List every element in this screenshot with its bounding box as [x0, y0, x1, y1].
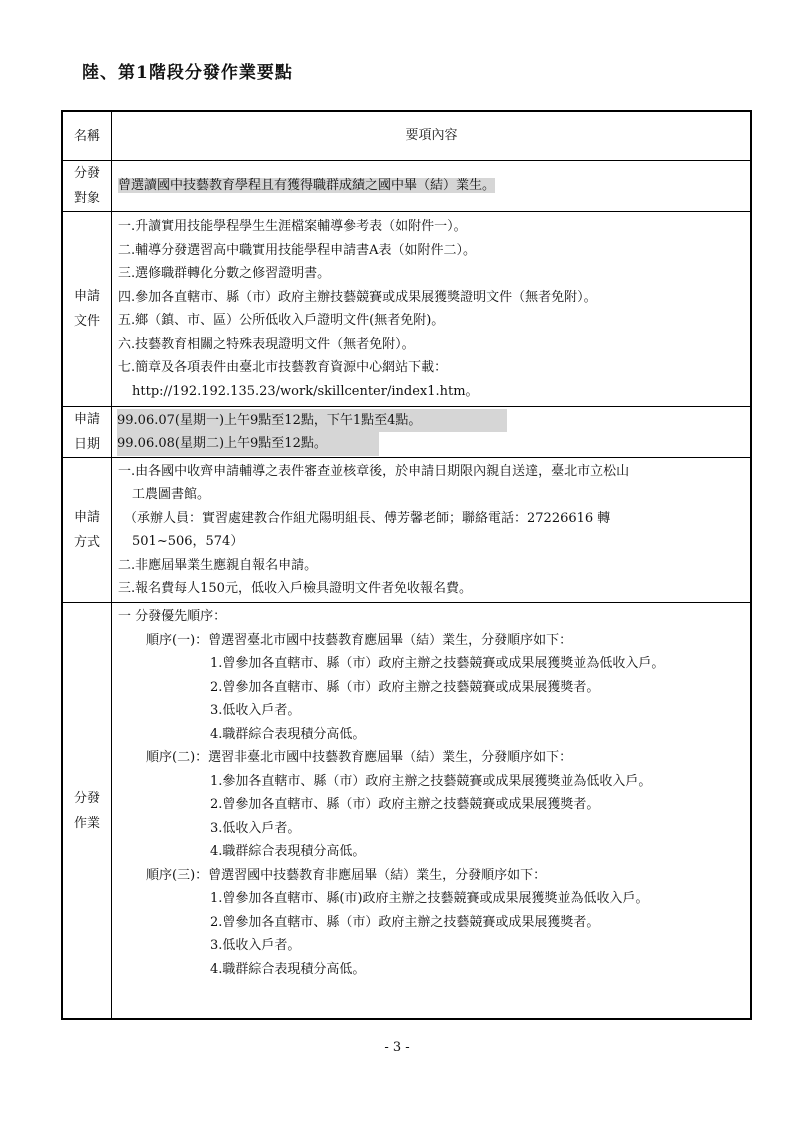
table-header-row: [62, 111, 751, 161]
section-heading: 陸、第1階段分發作業要點: [82, 63, 293, 83]
list-item: 4.職群綜合表現積分高低。: [210, 726, 366, 742]
distribution-intro: 一 分發優先順序：: [118, 609, 227, 624]
list-item: 3.低收入戶者。: [210, 820, 301, 836]
row-content-documents: [112, 212, 752, 407]
target-text: 曾選讀國中技藝教育學程且有獲得職群成績之國中畢（結）業生。: [118, 178, 496, 194]
list-item: 4.職群綜合表現積分高低。: [210, 961, 366, 977]
list-item: 五.鄉（鎮、市、區）公所低收入戶證明文件(無者免附)。: [118, 313, 445, 328]
download-url: http://192.192.135.23/work/skillcenter/index1.htm。: [132, 383, 479, 399]
name-column-header: 名稱: [62, 111, 112, 161]
table-row-target: [62, 161, 751, 212]
contact-info-continued: 501~506，574）: [132, 534, 244, 549]
contact-info: （承辦人員：實習處建教合作組尤陽明組長、傅芳馨老師；聯絡電話：27226616 轉: [124, 510, 611, 526]
row-label-target: 分發 對象: [62, 161, 112, 212]
list-item: 2.曾參加各直轄市、縣（市）政府主辦之技藝競賽或成果展獲獎者。: [210, 914, 600, 930]
list-item-continued: 工農圖書館。: [132, 487, 211, 502]
list-item: 三.報名費每人150元，低收入戶檢具證明文件者免收報名費。: [118, 581, 472, 596]
row-label-method: 申請 方式: [62, 458, 112, 603]
guidelines-table: [61, 110, 752, 1020]
list-item: 一.升讀實用技能學程學生生涯檔案輔導參考表（如附件一）。: [118, 219, 467, 234]
row-label-distribution: 分發 作業: [62, 603, 112, 1020]
table-row-dates: [62, 407, 751, 458]
list-item: 1.曾參加各直轄市、縣（市）政府主辦之技藝競賽或成果展獲獎並為低收入戶。: [210, 656, 665, 671]
page-number: - 3 -: [384, 1040, 410, 1055]
row-label-documents: 申請 文件: [62, 212, 112, 407]
list-item: 3.低收入戶者。: [210, 938, 301, 953]
list-item: 1.參加各直轄市、縣（市）政府主辦之技藝競賽或成果展獲獎並為低收入戶。: [210, 773, 652, 789]
table-row-distribution: [62, 603, 751, 1020]
row-content-dates: [112, 407, 752, 458]
order-title: 順序(二)：選習非臺北市國中技藝教育應屆畢（結）業生，分發順序如下：: [146, 750, 573, 765]
order-title: 順序(三)：曾選習國中技藝教育非應屆畢（結）業生，分發順序如下：: [146, 867, 547, 883]
list-item: 4.職群綜合表現積分高低。: [210, 844, 366, 859]
list-item: 二.輔導分發選習高中職實用技能學程申請書A表（如附件二）。: [118, 242, 477, 258]
list-item: 1.曾參加各直轄市、縣(市)政府主辦之技藝競賽或成果展獲獎並為低收入戶。: [210, 891, 649, 906]
list-item: 七.簡章及各項表件由臺北市技藝教育資源中心網站下載：: [118, 360, 448, 375]
content-column-header: 要項內容: [112, 111, 752, 161]
date-line: 99.06.08(星期二)上午9點至12點。: [117, 432, 379, 456]
list-item: 六.技藝教育相關之特殊表現證明文件（無者免附）。: [118, 336, 415, 352]
list-item: 3.低收入戶者。: [210, 703, 301, 718]
list-item: 2.曾參加各直轄市、縣（市）政府主辦之技藝競賽或成果展獲獎者。: [210, 679, 600, 695]
order-title: 順序(一)：曾選習臺北市國中技藝教育應屆畢（結）業生，分發順序如下：: [146, 632, 573, 648]
table-row-documents: [62, 212, 751, 407]
list-item: 四.參加各直轄市、縣（市）政府主辦技藝競賽或成果展獲獎證明文件（無者免附）。: [118, 289, 597, 305]
row-content-distribution: [112, 603, 752, 1020]
row-content-target: [112, 161, 752, 212]
table-row-method: [62, 458, 751, 603]
list-item: 2.曾參加各直轄市、縣（市）政府主辦之技藝競賽或成果展獲獎者。: [210, 797, 600, 812]
list-item: 一.由各國中收齊申請輔導之表件審查並核章後，於申請日期限內親自送達，臺北市立松山: [118, 463, 630, 479]
row-label-dates: 申請 日期: [62, 407, 112, 458]
list-item: 二.非應屆畢業生應親自報名申請。: [118, 557, 318, 573]
list-item: 三.選修職群轉化分數之修習證明書。: [118, 266, 331, 281]
date-line: 99.06.07(星期一)上午9點至12點，下午1點至4點。: [117, 409, 507, 433]
row-content-method: [112, 458, 752, 603]
